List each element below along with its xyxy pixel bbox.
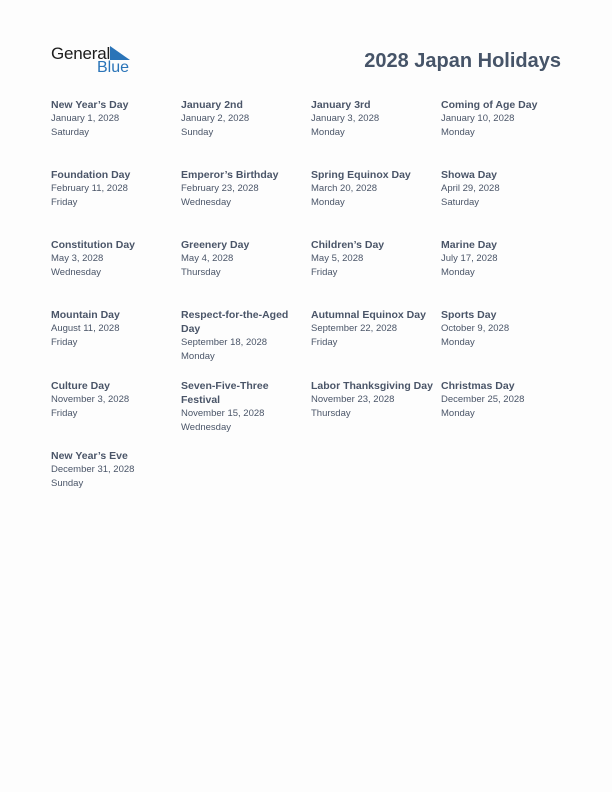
holiday-weekday: Friday (311, 337, 338, 348)
holiday-name: Mountain Day (51, 309, 120, 321)
holiday-date: August 11, 2028 (51, 323, 120, 334)
holiday-weekday: Friday (51, 408, 78, 419)
holiday-name: Spring Equinox Day (311, 169, 411, 181)
holiday-date: May 5, 2028 (311, 253, 364, 264)
logo-word-general: General (51, 44, 111, 63)
holiday-name: Children’s Day (311, 239, 385, 251)
holiday-item (441, 168, 566, 210)
holiday-date: May 3, 2028 (51, 253, 104, 264)
holiday-date: January 10, 2028 (441, 113, 515, 124)
holiday-item (51, 449, 176, 491)
holiday-weekday: Sunday (51, 478, 84, 489)
holiday-name: Marine Day (441, 239, 498, 251)
holiday-name: Foundation Day (51, 169, 131, 181)
holiday-date: April 29, 2028 (441, 183, 500, 194)
holiday-date: July 17, 2028 (441, 253, 498, 264)
holiday-item (441, 308, 566, 350)
holiday-name: Respect-for-the-Aged Day (181, 309, 289, 335)
holiday-date: January 3, 2028 (311, 113, 380, 124)
holiday-weekday: Monday (311, 197, 345, 208)
holiday-item (51, 308, 176, 350)
holiday-name: New Year’s Day (51, 99, 129, 111)
holiday-item (311, 98, 436, 140)
holiday-date: February 23, 2028 (181, 183, 259, 194)
holiday-date: December 25, 2028 (441, 394, 525, 405)
holiday-item (181, 238, 306, 280)
holiday-item (51, 379, 176, 421)
holiday-date: May 4, 2028 (181, 253, 234, 264)
holiday-date: September 22, 2028 (311, 323, 398, 334)
holiday-name: New Year’s Eve (51, 450, 128, 462)
holiday-item (311, 238, 436, 280)
holiday-item (51, 168, 176, 210)
holiday-name: January 3rd (311, 99, 371, 111)
holiday-weekday: Thursday (311, 408, 351, 419)
holiday-weekday: Wednesday (181, 422, 231, 433)
holiday-item (441, 379, 566, 421)
holiday-item (181, 308, 293, 364)
holiday-weekday: Saturday (441, 197, 480, 208)
holiday-item (181, 98, 306, 140)
holiday-date: February 11, 2028 (51, 183, 128, 194)
holiday-item (441, 98, 566, 140)
holiday-name: Labor Thanksgiving Day (311, 380, 433, 392)
logo-word-blue: Blue (97, 59, 130, 76)
holiday-weekday: Sunday (181, 127, 214, 138)
holiday-date: November 23, 2028 (311, 394, 395, 405)
holiday-name: Greenery Day (181, 239, 250, 251)
page-title: 2028 Japan Holidays (364, 50, 561, 72)
holiday-weekday: Saturday (51, 127, 90, 138)
holiday-date: September 18, 2028 (181, 337, 268, 348)
holiday-date: December 31, 2028 (51, 464, 135, 475)
logo-triangle-icon (110, 46, 130, 60)
holiday-date: January 1, 2028 (51, 113, 120, 124)
holiday-name: Seven-Five-Three Festival (181, 380, 269, 406)
holiday-weekday: Wednesday (181, 197, 231, 208)
holiday-weekday: Friday (51, 337, 78, 348)
holiday-item (441, 238, 566, 280)
holiday-name: Emperor’s Birthday (181, 169, 279, 181)
holiday-name: Christmas Day (441, 380, 515, 392)
holiday-item (311, 379, 436, 421)
holiday-name: Sports Day (441, 309, 497, 321)
holiday-name: Autumnal Equinox Day (311, 309, 426, 321)
holiday-name: January 2nd (181, 99, 243, 111)
holiday-weekday: Friday (51, 197, 78, 208)
holiday-name: Showa Day (441, 169, 498, 181)
holiday-date: October 9, 2028 (441, 323, 510, 334)
holiday-weekday: Wednesday (51, 267, 101, 278)
holiday-weekday: Thursday (181, 267, 221, 278)
holiday-item (311, 308, 436, 350)
holiday-item (51, 98, 176, 140)
holiday-name: Coming of Age Day (441, 99, 538, 111)
holiday-weekday: Monday (441, 408, 475, 419)
holiday-name: Culture Day (51, 380, 110, 392)
holiday-weekday: Monday (441, 127, 475, 138)
holiday-weekday: Monday (181, 351, 215, 362)
holiday-item (51, 238, 176, 280)
holiday-weekday: Friday (311, 267, 338, 278)
generalblue-logo (51, 44, 141, 78)
holiday-date: November 3, 2028 (51, 394, 130, 405)
holiday-item (181, 379, 281, 435)
holiday-weekday: Monday (311, 127, 345, 138)
holiday-weekday: Monday (441, 337, 475, 348)
holiday-date: January 2, 2028 (181, 113, 250, 124)
holiday-name: Constitution Day (51, 239, 135, 251)
holiday-item (181, 168, 306, 210)
holiday-date: November 15, 2028 (181, 408, 265, 419)
holiday-item (311, 168, 436, 210)
holiday-weekday: Monday (441, 267, 475, 278)
holiday-date: March 20, 2028 (311, 183, 378, 194)
